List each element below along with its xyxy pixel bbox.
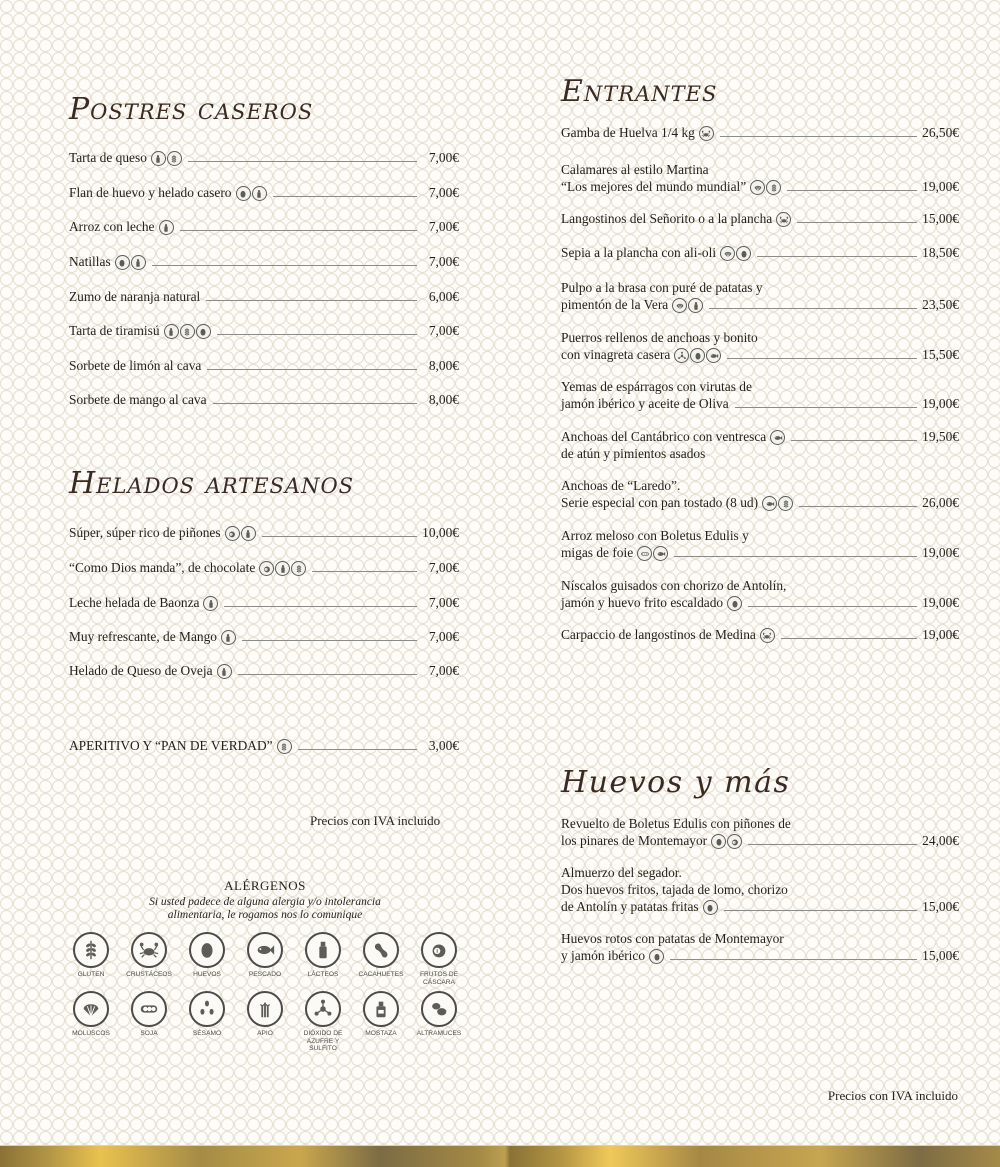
- allergen-pescado: [236, 932, 294, 987]
- menu-item-name: Tarta de tiramisú: [69, 323, 160, 338]
- menu-item-name: los pinares de Montemayor: [561, 833, 708, 848]
- menu-item-name: Muy refrescante, de Mango: [69, 629, 217, 644]
- section-title-entrantes: Entrantes: [561, 74, 718, 109]
- allergen-moluscos: [62, 991, 120, 1046]
- allergen-label: HUEVOS: [193, 971, 221, 978]
- section-title-helados: Helados artesanos: [69, 466, 355, 501]
- menu-item-price: 7,00€: [428, 254, 459, 269]
- allergen-label: CACAHUETES: [358, 971, 404, 978]
- gluten-icon: [73, 932, 109, 968]
- menu-item-name: y jamón ibérico: [561, 948, 646, 963]
- menu-item-name: con vinagreta casera: [561, 347, 671, 362]
- menu-item-name: Sorbete de mango al cava: [69, 392, 207, 407]
- dot-leader: [152, 265, 417, 266]
- moluscos-icon: [672, 298, 687, 313]
- allergen-label: SÉSAMO: [192, 1030, 222, 1037]
- allergen-icons: [151, 151, 182, 166]
- menu-item-price: 7,00€: [428, 323, 459, 338]
- menu-item-description: Anchoas de “Laredo”.: [561, 478, 681, 493]
- allergens-grid: [60, 932, 470, 1052]
- huevos-icon: [690, 348, 705, 363]
- huevos-icon: [711, 834, 726, 849]
- dot-leader: [206, 300, 417, 301]
- menu-item-price: 19,00€: [922, 595, 959, 610]
- allergen-label: APIO: [257, 1030, 273, 1037]
- menu-item-price: 26,50€: [922, 125, 959, 140]
- menu-item-name: pimentón de la Vera: [561, 297, 669, 312]
- menu-item-price: 19,00€: [922, 545, 959, 560]
- allergen-label: GLUTEN: [77, 971, 105, 978]
- allergens-message-line2: alimentaria, le rogamos nos lo comunique: [167, 909, 363, 921]
- crustaceos-icon: [131, 932, 167, 968]
- menu-item-price: 7,00€: [428, 663, 459, 678]
- lacteos-icon: [164, 324, 179, 339]
- lacteos-icon: [241, 526, 256, 541]
- gluten-icon: [277, 739, 292, 754]
- dot-leader: [781, 638, 917, 639]
- huevos-icon: [649, 949, 664, 964]
- allergen-label: MOLUSCOS: [72, 1030, 110, 1037]
- menu-item: [69, 737, 459, 754]
- menu-item: [561, 210, 959, 227]
- sesamo-icon: [189, 991, 225, 1027]
- menu-item-description: de atún y pimientos asados: [561, 446, 706, 461]
- allergen-sulfitos: [294, 991, 352, 1052]
- menu-item-name: Flan de huevo y helado casero: [69, 185, 232, 200]
- dot-leader: [180, 230, 417, 231]
- dot-leader: [724, 910, 917, 911]
- menu-item-price: 19,50€: [922, 429, 959, 444]
- allergen-soja: [120, 991, 178, 1046]
- frutos-cascara-icon: [727, 834, 742, 849]
- dot-leader: [748, 606, 917, 607]
- menu-item-price: 7,00€: [428, 219, 459, 234]
- menu-item-price: 7,00€: [428, 150, 459, 165]
- huevos-icon: [736, 246, 751, 261]
- menu-item-name: Gamba de Huelva 1/4 kg: [561, 125, 695, 140]
- dot-leader: [242, 640, 417, 641]
- apio-icon: [247, 991, 283, 1027]
- huevos-icon: [236, 186, 251, 201]
- menu-item: [69, 391, 459, 408]
- allergen-cacahuetes: [352, 932, 410, 987]
- dot-leader: [207, 369, 417, 370]
- menu-item: [69, 662, 459, 679]
- allergen-lacteos: [294, 932, 352, 987]
- menu-item-name: Sorbete de limón al cava: [69, 358, 202, 373]
- menu-item-name: migas de foie: [561, 545, 634, 560]
- huevos-icon: [703, 900, 718, 915]
- crustaceos-icon: [760, 628, 775, 643]
- cacahuetes-icon: [363, 932, 399, 968]
- gluten-icon: [778, 496, 793, 511]
- allergen-label: FRUTOS DE CÁSCARA: [420, 971, 458, 986]
- allergen-icons: [259, 561, 306, 576]
- allergen-icons: [672, 298, 703, 313]
- dot-leader: [217, 334, 417, 335]
- menu-item: [69, 149, 459, 166]
- allergen-icons: [727, 596, 742, 611]
- allergen-icons: [637, 546, 668, 561]
- menu-item: [69, 524, 459, 541]
- allergen-label: PESCADO: [248, 971, 282, 978]
- lacteos-icon: [203, 596, 218, 611]
- dot-leader: [674, 556, 917, 557]
- moluscos-icon: [73, 991, 109, 1027]
- pescado-icon: [706, 348, 721, 363]
- lacteos-icon: [151, 151, 166, 166]
- menu-item-description: Huevos rotos con patatas de Montemayor: [561, 931, 784, 946]
- lacteos-icon: [131, 255, 146, 270]
- menu-item-name: Natillas: [69, 254, 111, 269]
- dot-leader: [224, 606, 417, 607]
- allergen-icons: [720, 246, 751, 261]
- dot-leader: [312, 571, 417, 572]
- allergen-icons: [770, 430, 785, 445]
- allergen-icons: [776, 212, 791, 227]
- pescado-icon: [247, 932, 283, 968]
- menu-item-price: 26,00€: [922, 495, 959, 510]
- dot-leader: [757, 256, 917, 257]
- allergen-icons: [225, 526, 256, 541]
- crustaceos-icon: [699, 126, 714, 141]
- allergen-icons: [115, 255, 146, 270]
- dot-leader: [188, 161, 417, 162]
- lacteos-icon: [252, 186, 267, 201]
- sulfitos-icon: [674, 348, 689, 363]
- huevos-icon: [727, 596, 742, 611]
- menu-item: [69, 288, 459, 305]
- dot-leader: [727, 358, 917, 359]
- allergen-icons: [236, 186, 267, 201]
- menu-item: [561, 124, 959, 141]
- menu-item: [561, 244, 959, 261]
- menu-item-name: de Antolín y patatas fritas: [561, 899, 699, 914]
- moluscos-icon: [750, 180, 765, 195]
- menu-item-name: APERITIVO Y “PAN DE VERDAD”: [69, 738, 273, 753]
- menu-item-price: 10,00€: [422, 525, 459, 540]
- dot-leader: [709, 308, 917, 309]
- menu-item: [69, 357, 459, 374]
- gluten-icon: [167, 151, 182, 166]
- pescado-icon: [770, 430, 785, 445]
- menu-item-name: Zumo de naranja natural: [69, 289, 201, 304]
- menu-item-name: Leche helada de Baonza: [69, 595, 200, 610]
- menu-item-price: 24,00€: [922, 833, 959, 848]
- iva-note-right: Precios con IVA incluido: [827, 1088, 958, 1103]
- section-title-huevos: Huevos y más: [561, 765, 791, 800]
- menu-item-price: 18,50€: [922, 245, 959, 260]
- menu-item: [561, 815, 959, 849]
- allergen-label: LÁCTEOS: [307, 971, 339, 978]
- menu-item: [561, 161, 959, 195]
- menu-item-description: Puerros rellenos de anchoas y bonito: [561, 330, 758, 345]
- lacteos-icon: [217, 664, 232, 679]
- menu-item: [561, 864, 959, 915]
- dot-leader: [735, 407, 917, 408]
- menu-item: [561, 626, 959, 643]
- allergen-icons: [649, 949, 664, 964]
- crustaceos-icon: [776, 212, 791, 227]
- allergen-sesamo: [178, 991, 236, 1046]
- menu-item-description: Níscalos guisados con chorizo de Antolín,: [561, 578, 787, 593]
- dot-leader: [273, 196, 418, 197]
- menu-item-price: 7,00€: [428, 185, 459, 200]
- pescado-icon: [653, 546, 668, 561]
- menu-item-name: Sepia a la plancha con ali-oli: [561, 245, 717, 260]
- menu-item-name: Langostinos del Señorito o a la plancha: [561, 211, 773, 226]
- menu-item-price: 8,00€: [428, 358, 459, 373]
- gluten-icon: [291, 561, 306, 576]
- dot-leader: [748, 844, 917, 845]
- moluscos-icon: [720, 246, 735, 261]
- sulfitos-icon: [305, 991, 341, 1027]
- menu-item-description: Yemas de espárragos con virutas de: [561, 379, 752, 394]
- menu-item-description: Revuelto de Boletus Edulis con piñones de: [561, 816, 791, 831]
- dot-leader: [791, 440, 917, 441]
- menu-item-price: 15,50€: [922, 347, 959, 362]
- allergen-label: SOJA: [140, 1030, 158, 1037]
- menu-item-price: 6,00€: [428, 289, 459, 304]
- menu-item-price: 15,00€: [922, 211, 959, 226]
- menu-item: [69, 184, 459, 201]
- menu-item-price: 8,00€: [428, 392, 459, 407]
- menu-item-name: Anchoas del Cantábrico con ventresca: [561, 429, 767, 444]
- lacteos-icon: [305, 932, 341, 968]
- iva-note-left: Precios con IVA incluido: [310, 813, 441, 828]
- allergen-icons: [703, 900, 718, 915]
- huevos-icon: [115, 255, 130, 270]
- menu-item: [69, 594, 459, 611]
- menu-item-name: “Los mejores del mundo mundial”: [561, 179, 747, 194]
- menu-item-description: Pulpo a la brasa con puré de patatas y: [561, 280, 763, 295]
- dot-leader: [787, 190, 917, 191]
- allergen-label: DIÓXIDO DE AZUFRE Y SULFITO: [303, 1030, 343, 1052]
- pescado-icon: [762, 496, 777, 511]
- menu-item: [69, 559, 459, 576]
- menu-item-price: 15,00€: [922, 899, 959, 914]
- frutos-cascara-icon: [259, 561, 274, 576]
- lacteos-icon: [275, 561, 290, 576]
- dot-leader: [298, 749, 417, 750]
- menu-item: [69, 253, 459, 270]
- gluten-icon: [766, 180, 781, 195]
- allergen-label: ALTRAMUCES: [416, 1030, 462, 1037]
- menu-item-price: 7,00€: [428, 560, 459, 575]
- allergen-icons: [711, 834, 742, 849]
- mostaza-icon: [363, 991, 399, 1027]
- menu-item-price: 7,00€: [428, 595, 459, 610]
- lacteos-icon: [688, 298, 703, 313]
- menu-item: [561, 477, 959, 511]
- section-title-postres: Postres caseros: [69, 92, 314, 127]
- menu-item: [561, 577, 959, 611]
- allergen-icons: [217, 664, 232, 679]
- menu-item-price: 7,00€: [428, 629, 459, 644]
- menu-item: [561, 279, 959, 313]
- lacteos-icon: [159, 220, 174, 235]
- huevos-icon: [196, 324, 211, 339]
- allergens-message: [60, 896, 470, 922]
- allergen-mostaza: [352, 991, 410, 1046]
- menu-item: [69, 322, 459, 339]
- menu-item-price: 23,50€: [922, 297, 959, 312]
- allergen-icons: [699, 126, 714, 141]
- frutos-cascara-icon: [421, 932, 457, 968]
- gluten-icon: [180, 324, 195, 339]
- soja-icon: [131, 991, 167, 1027]
- menu-item-name: Súper, súper rico de piñones: [69, 525, 221, 540]
- lacteos-icon: [221, 630, 236, 645]
- soja-icon: [637, 546, 652, 561]
- menu-item-price: 19,00€: [922, 179, 959, 194]
- menu-item-price: 19,00€: [922, 396, 959, 411]
- allergen-icons: [221, 630, 236, 645]
- menu-item-description: Arroz meloso con Boletus Edulis y: [561, 528, 749, 543]
- menu-item: [561, 930, 959, 964]
- allergen-icons: [203, 596, 218, 611]
- gold-footer-bar: [0, 1145, 1000, 1167]
- menu-item-description: Almuerzo del segador.: [561, 865, 682, 880]
- menu-item-name: jamón ibérico y aceite de Oliva: [561, 396, 729, 411]
- menu-item-name: Carpaccio de langostinos de Medina: [561, 627, 756, 642]
- allergens-message-line1: Si usted padece de alguna alergia y/o intolerancia: [149, 896, 381, 908]
- menu-item: [69, 218, 459, 235]
- allergens-title: ALÉRGENOS: [224, 878, 306, 893]
- menu-item: [561, 527, 959, 561]
- allergen-icons: [277, 739, 292, 754]
- altramuces-icon: [421, 991, 457, 1027]
- menu-item-name: Serie especial con pan tostado (8 ud): [561, 495, 759, 510]
- dot-leader: [797, 222, 917, 223]
- allergens-legend: [60, 878, 470, 1052]
- huevos-icon: [189, 932, 225, 968]
- allergen-label: CRUSTÁCEOS: [126, 971, 172, 978]
- menu-item: [561, 329, 959, 363]
- dot-leader: [262, 536, 417, 537]
- menu-item-name: jamón y huevo frito escaldado: [561, 595, 724, 610]
- allergen-icons: [762, 496, 793, 511]
- allergen-icons: [750, 180, 781, 195]
- menu-item: [69, 628, 459, 645]
- menu-item-name: Helado de Queso de Oveja: [69, 663, 213, 678]
- menu-item-price: 15,00€: [922, 948, 959, 963]
- menu-item: [561, 378, 959, 412]
- dot-leader: [213, 403, 417, 404]
- menu-item-name: Tarta de queso: [69, 150, 147, 165]
- menu-item-name: “Como Dios manda”, de chocolate: [69, 560, 256, 575]
- allergen-icons: [674, 348, 721, 363]
- dot-leader: [799, 506, 917, 507]
- allergen-icons: [760, 628, 775, 643]
- dot-leader: [720, 136, 917, 137]
- frutos-cascara-icon: [225, 526, 240, 541]
- menu-item-price: 19,00€: [922, 627, 959, 642]
- dot-leader: [670, 959, 917, 960]
- menu-item: [561, 428, 959, 462]
- allergen-huevos: [178, 932, 236, 987]
- allergen-icons: [159, 220, 174, 235]
- allergen-icons: [164, 324, 211, 339]
- menu-item-price: 3,00€: [428, 738, 459, 753]
- allergen-altramuces: [410, 991, 468, 1046]
- allergen-label: MOSTAZA: [365, 1030, 397, 1037]
- allergen-apio: [236, 991, 294, 1046]
- dot-leader: [238, 674, 417, 675]
- menu-item-description: Calamares al estilo Martina: [561, 162, 709, 177]
- allergen-gluten: [62, 932, 120, 987]
- menu-item-description: Dos huevos fritos, tajada de lomo, chorizo: [561, 882, 788, 897]
- menu-item-name: Arroz con leche: [69, 219, 155, 234]
- allergen-crustaceos: [120, 932, 178, 987]
- allergen-frutos-cascara: [410, 932, 468, 987]
